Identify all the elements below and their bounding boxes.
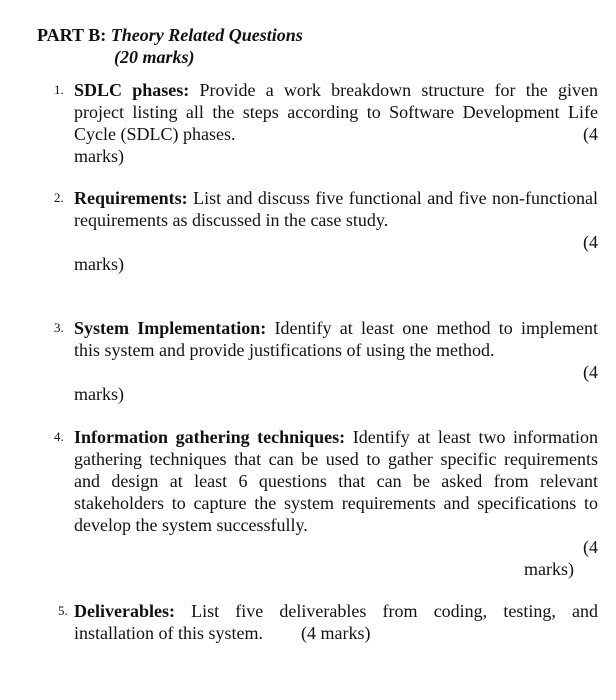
question-number: 4. xyxy=(54,429,64,444)
question-body xyxy=(74,600,598,644)
question-body xyxy=(74,187,598,275)
question-number: 5. xyxy=(58,603,68,618)
question-marks-open: (4 xyxy=(583,124,598,144)
question-marks-open: (4 xyxy=(583,232,598,252)
part-marks: (20 marks) xyxy=(114,47,195,67)
question-marks-close: marks) xyxy=(74,254,124,274)
question-marks-open: (4 xyxy=(583,537,598,557)
question-body xyxy=(74,79,598,167)
question-marks-close: marks) xyxy=(524,559,574,579)
question-marks-close: marks) xyxy=(74,384,124,404)
question-label: SDLC phases: xyxy=(74,80,190,100)
part-title: Theory Related Questions xyxy=(110,25,303,45)
question-text: Identify at least one method to implement this system and provide justifications of using the method. xyxy=(74,318,599,360)
question-label: Deliverables: xyxy=(74,601,175,621)
part-heading xyxy=(37,24,303,68)
question-text: List and discuss five functional and five non-functional requirements as discussed in the case study. xyxy=(74,188,598,230)
question-label: Information gathering techniques: xyxy=(74,427,346,447)
question-text: Provide a work breakdown structure for the given project listing all the steps according to Software Development Life Cycle (SDLC) phases. xyxy=(74,80,598,144)
question-text: List five deliverables from coding, testing, and installation of this system. xyxy=(74,601,598,643)
question-number: 2. xyxy=(54,190,64,205)
question-number: 1. xyxy=(54,82,64,97)
question-text: Identify at least two information gathering techniques that can be used to gather specific requirements and design at least 6 questions that can be asked from relevant stakeholders to capture the system requirements and specifications to develop the system successfully. xyxy=(74,427,599,535)
question-marks-open: (4 xyxy=(583,362,598,382)
question-body xyxy=(74,426,598,580)
question-number: 3. xyxy=(54,320,64,335)
part-label: PART B: xyxy=(37,25,107,45)
question-marks-inline: (4 marks) xyxy=(301,623,371,643)
question-body xyxy=(74,317,598,405)
question-label: Requirements: xyxy=(74,188,188,208)
question-label: System Implementation: xyxy=(74,318,267,338)
question-marks-close: marks) xyxy=(74,146,124,166)
